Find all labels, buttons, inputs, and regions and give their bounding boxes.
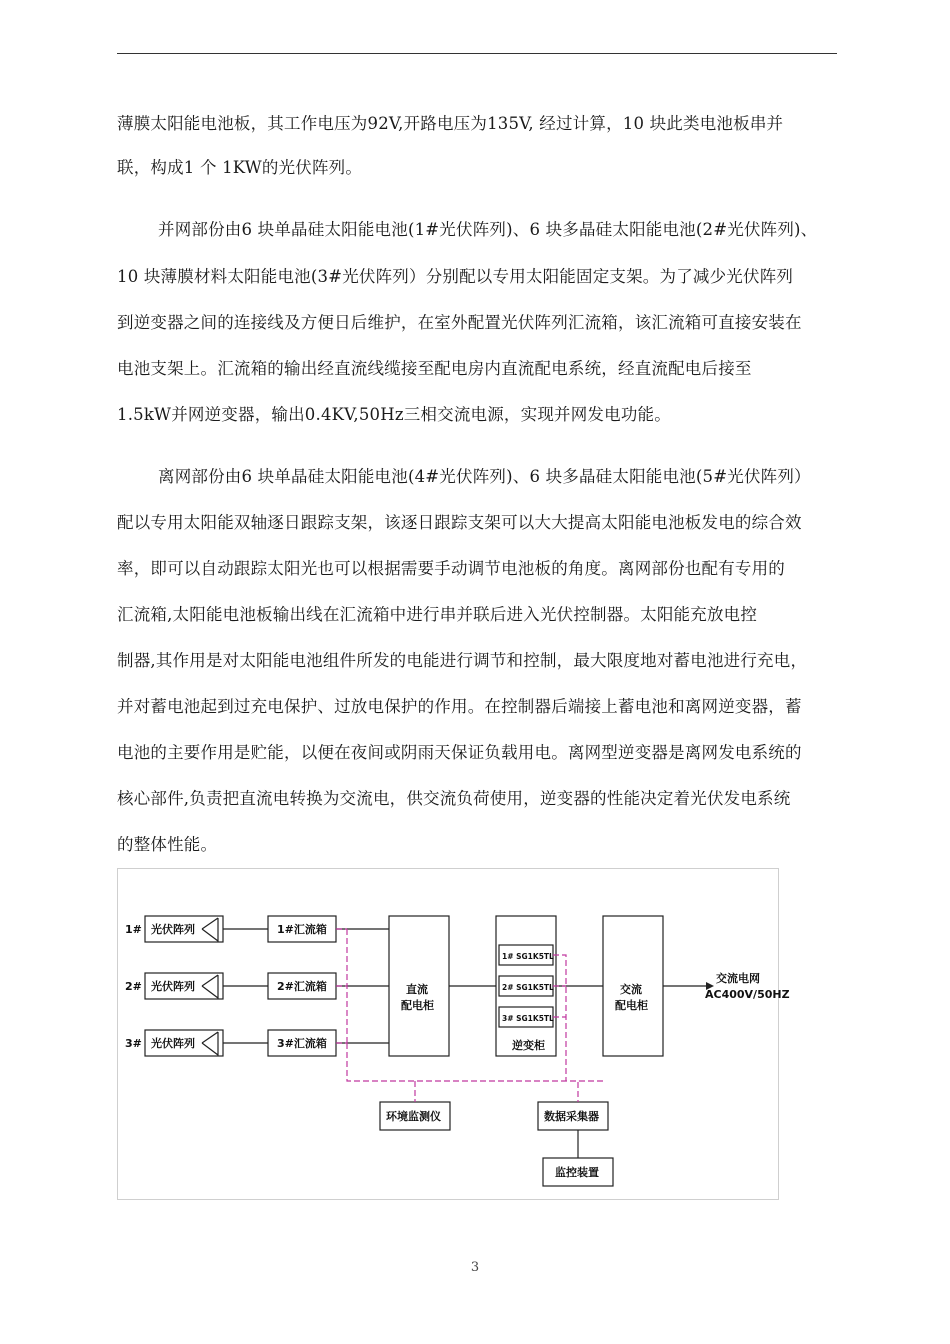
inverter-cabinet-label: 逆变柜 [512,1039,545,1052]
paragraph-line: 核心部件,负责把直流电转换为交流电，供交流负荷使用，逆变器的性能决定着光伏发电系统 [117,789,791,808]
panel-symbol [202,1032,218,1055]
paragraph-line: 薄膜太阳能电池板，其工作电压为92V,开路电压为135V, 经过计算，10 块此类电池板串并 [117,114,784,133]
system-diagram [117,868,790,1200]
paragraph-line: 电池的主要作用是贮能，以便在夜间或阴雨天保证负载用电。离网型逆变器是离网发电系统的 [117,743,802,762]
page-number: 3 [470,1260,480,1275]
paragraph-line: 电池支架上。汇流箱的输出经直流线缆接至配电房内直流配电系统，经直流配电后接至 [117,359,752,378]
row-num: 1# [125,923,142,936]
paragraph-line: 制器,其作用是对太阳能电池组件所发的电能进行调节和控制，最大限度地对蓄电池进行充电， [117,651,808,670]
combiner-label: 1#汇流箱 [277,923,327,936]
inverter-label: 2# SG1K5TL [502,983,554,992]
paragraph-line: 10 块薄膜材料太阳能电池(3#光伏阵列）分别配以专用太阳能固定支架。为了减少光伏阵列 [117,267,794,286]
grid-label: 交流电网 [716,972,760,985]
paragraph-line: 汇流箱,太阳能电池板输出线在汇流箱中进行串并联后进入光伏控制器。太阳能充放电控 [117,605,758,624]
paragraph-line: 到逆变器之间的连接线及方便日后维护，在室外配置光伏阵列汇流箱，该汇流箱可直接安装在 [117,313,802,332]
grid-label: AC400V/50HZ [705,988,790,1001]
paragraph-line: 离网部份由6 块单晶硅太阳能电池(4#光伏阵列)、6 块多晶硅太阳能电池(5#光伏阵列） [158,467,811,486]
paragraph-line: 联，构成1 个 1KW的光伏阵列。 [117,158,363,177]
header-rule [117,53,837,54]
inverter-label: 1# SG1K5TL [502,952,554,961]
pv-array-label: 光伏阵列 [151,980,195,993]
data-collector-label: 数据采集器 [544,1110,599,1123]
paragraph-line: 并网部份由6 块单晶硅太阳能电池(1#光伏阵列)、6 块多晶硅太阳能电池(2#光伏阵列)、 [158,220,818,239]
row-num: 3# [125,1037,142,1050]
paragraph-line: 1.5kW并网逆变器，输出0.4KV,50Hz三相交流电源，实现并网发电功能。 [117,405,671,424]
env-monitor-label: 环境监测仪 [386,1110,441,1123]
paragraph-line: 配以专用太阳能双轴逐日跟踪支架，该逐日跟踪支架可以大大提高太阳能电池板发电的综合效 [117,513,802,532]
paragraph-line: 率，即可以自动跟踪太阳光也可以根据需要手动调节电池板的角度。离网部份也配有专用的 [117,559,785,578]
diagram-canvas [118,869,790,1199]
row-num: 2# [125,980,142,993]
ac-cabinet-label: 交流 [620,983,642,996]
paragraph-line: 的整体性能。 [117,835,218,854]
inverter-label: 3# SG1K5TL [502,1014,554,1023]
combiner-label: 2#汇流箱 [277,980,327,993]
panel-symbol [202,975,218,998]
combiner-label: 3#汇流箱 [277,1037,327,1050]
dc-cabinet-label: 直流 [406,983,428,996]
monitor-device-label: 监控装置 [555,1166,599,1179]
panel-symbol [202,918,218,941]
pv-array-label: 光伏阵列 [151,923,195,936]
ac-cabinet-label: 配电柜 [615,999,648,1012]
comm-lines [336,929,603,1102]
paragraph-line: 并对蓄电池起到过充电保护、过放电保护的作用。在控制器后端接上蓄电池和离网逆变器，蓄 [117,697,802,716]
pv-array-label: 光伏阵列 [151,1037,195,1050]
dc-cabinet-label: 配电柜 [401,999,434,1012]
